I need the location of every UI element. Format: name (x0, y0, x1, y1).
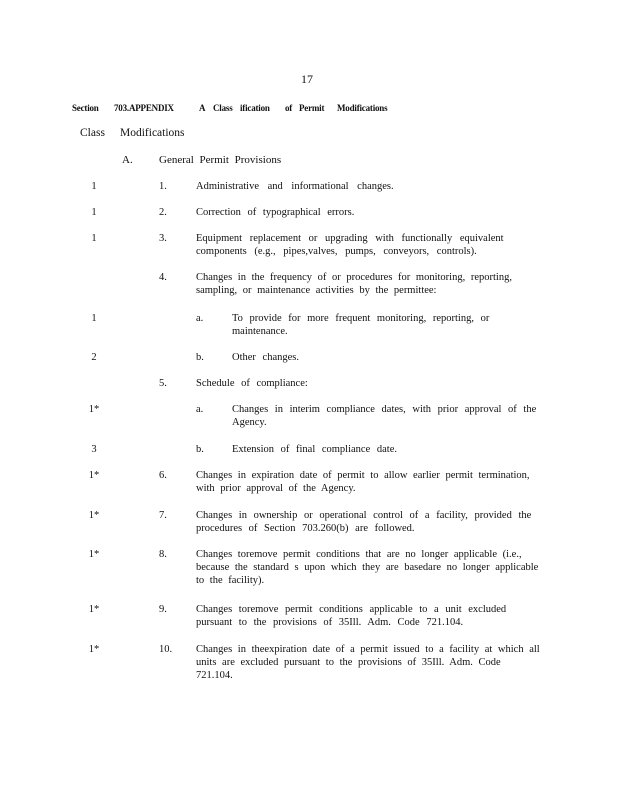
class-value: 1* (88, 470, 100, 481)
class-value: 1 (91, 233, 97, 244)
class-value: 1 (91, 207, 97, 218)
header-title-word: of (285, 103, 293, 113)
item-text: Extension of final compliance date. (232, 444, 397, 455)
item-text: Changes in the frequency of or procedures for monitoring, reporting, sampling, or maintenance activities by the permittee: (196, 272, 512, 296)
section-letter: A. (122, 154, 133, 166)
sub-item-letter: b. (196, 444, 204, 455)
item-number: 8. (159, 549, 167, 560)
header-title-word: Class (213, 103, 233, 113)
section-title: General Permit Provisions (159, 154, 282, 166)
item-text: Correction of typographical errors. (196, 207, 355, 218)
header-title-word: ification (240, 103, 270, 113)
item-text: Equipment replacement or upgrading with functionally equivalent components (e.g., pipes,valves, pumps, conveyors, controls). (196, 233, 504, 257)
modifications-column-header: Modifications (120, 127, 185, 139)
item-text: Changes toremove permit conditions applicable to a unit excluded pursuant to the provisions of 35Ill. Adm. Code 721.104. (196, 604, 507, 628)
item-number: 10. (159, 644, 173, 655)
item-number: 3. (159, 233, 167, 244)
item-text: Changes in theexpiration date of a permit issued to a facility at which all units are excluded pursuant to the provisions of 35Ill. Adm. Code 721.104. (196, 644, 540, 681)
item-text: Other changes. (232, 352, 299, 363)
sub-item-letter: b. (196, 352, 204, 363)
item-text: To provide for more frequent monitoring, reporting, or maintenance. (232, 313, 490, 337)
item-text: Changes toremove permit conditions that are no longer applicable (i.e., because the standard s upon which they are basedare no longer applicable to the facility). (196, 549, 539, 586)
header-title-word: Permit (299, 103, 325, 113)
item-number: 2. (159, 207, 167, 218)
class-value: 1* (88, 604, 100, 615)
item-number: 9. (159, 604, 167, 615)
item-number: 5. (159, 378, 167, 389)
header-appendix: 703.APPENDIX (114, 103, 174, 113)
class-value: 1* (88, 510, 100, 521)
header-section-label: Section (72, 103, 99, 113)
sub-item-letter: a. (196, 313, 204, 324)
class-value: 1* (88, 404, 100, 415)
class-value: 1* (88, 644, 100, 655)
class-value: 1 (91, 313, 97, 324)
header-title-word: A (199, 103, 206, 113)
item-text: Changes in expiration date of permit to allow earlier permit termination, with prior approval of the Agency. (196, 470, 530, 494)
class-value: 1* (88, 549, 100, 560)
item-text: Changes in ownership or operational control of a facility, provided the procedures of Section 703.260(b) are followed. (196, 510, 532, 534)
class-column-header: Class (80, 127, 105, 139)
item-text: Administrative and informational changes. (196, 181, 394, 192)
class-value: 2 (91, 352, 97, 363)
item-number: 4. (159, 272, 167, 283)
header-title-word: Modifications (337, 103, 388, 113)
page-number: 17 (301, 72, 313, 86)
item-text: Schedule of compliance: (196, 378, 308, 389)
sub-item-letter: a. (196, 404, 204, 415)
class-value: 1 (91, 181, 97, 192)
item-number: 1. (159, 181, 167, 192)
item-number: 6. (159, 470, 167, 481)
item-number: 7. (159, 510, 167, 521)
class-value: 3 (91, 444, 97, 455)
item-text: Changes in interim compliance dates, with prior approval of the Agency. (232, 404, 537, 428)
